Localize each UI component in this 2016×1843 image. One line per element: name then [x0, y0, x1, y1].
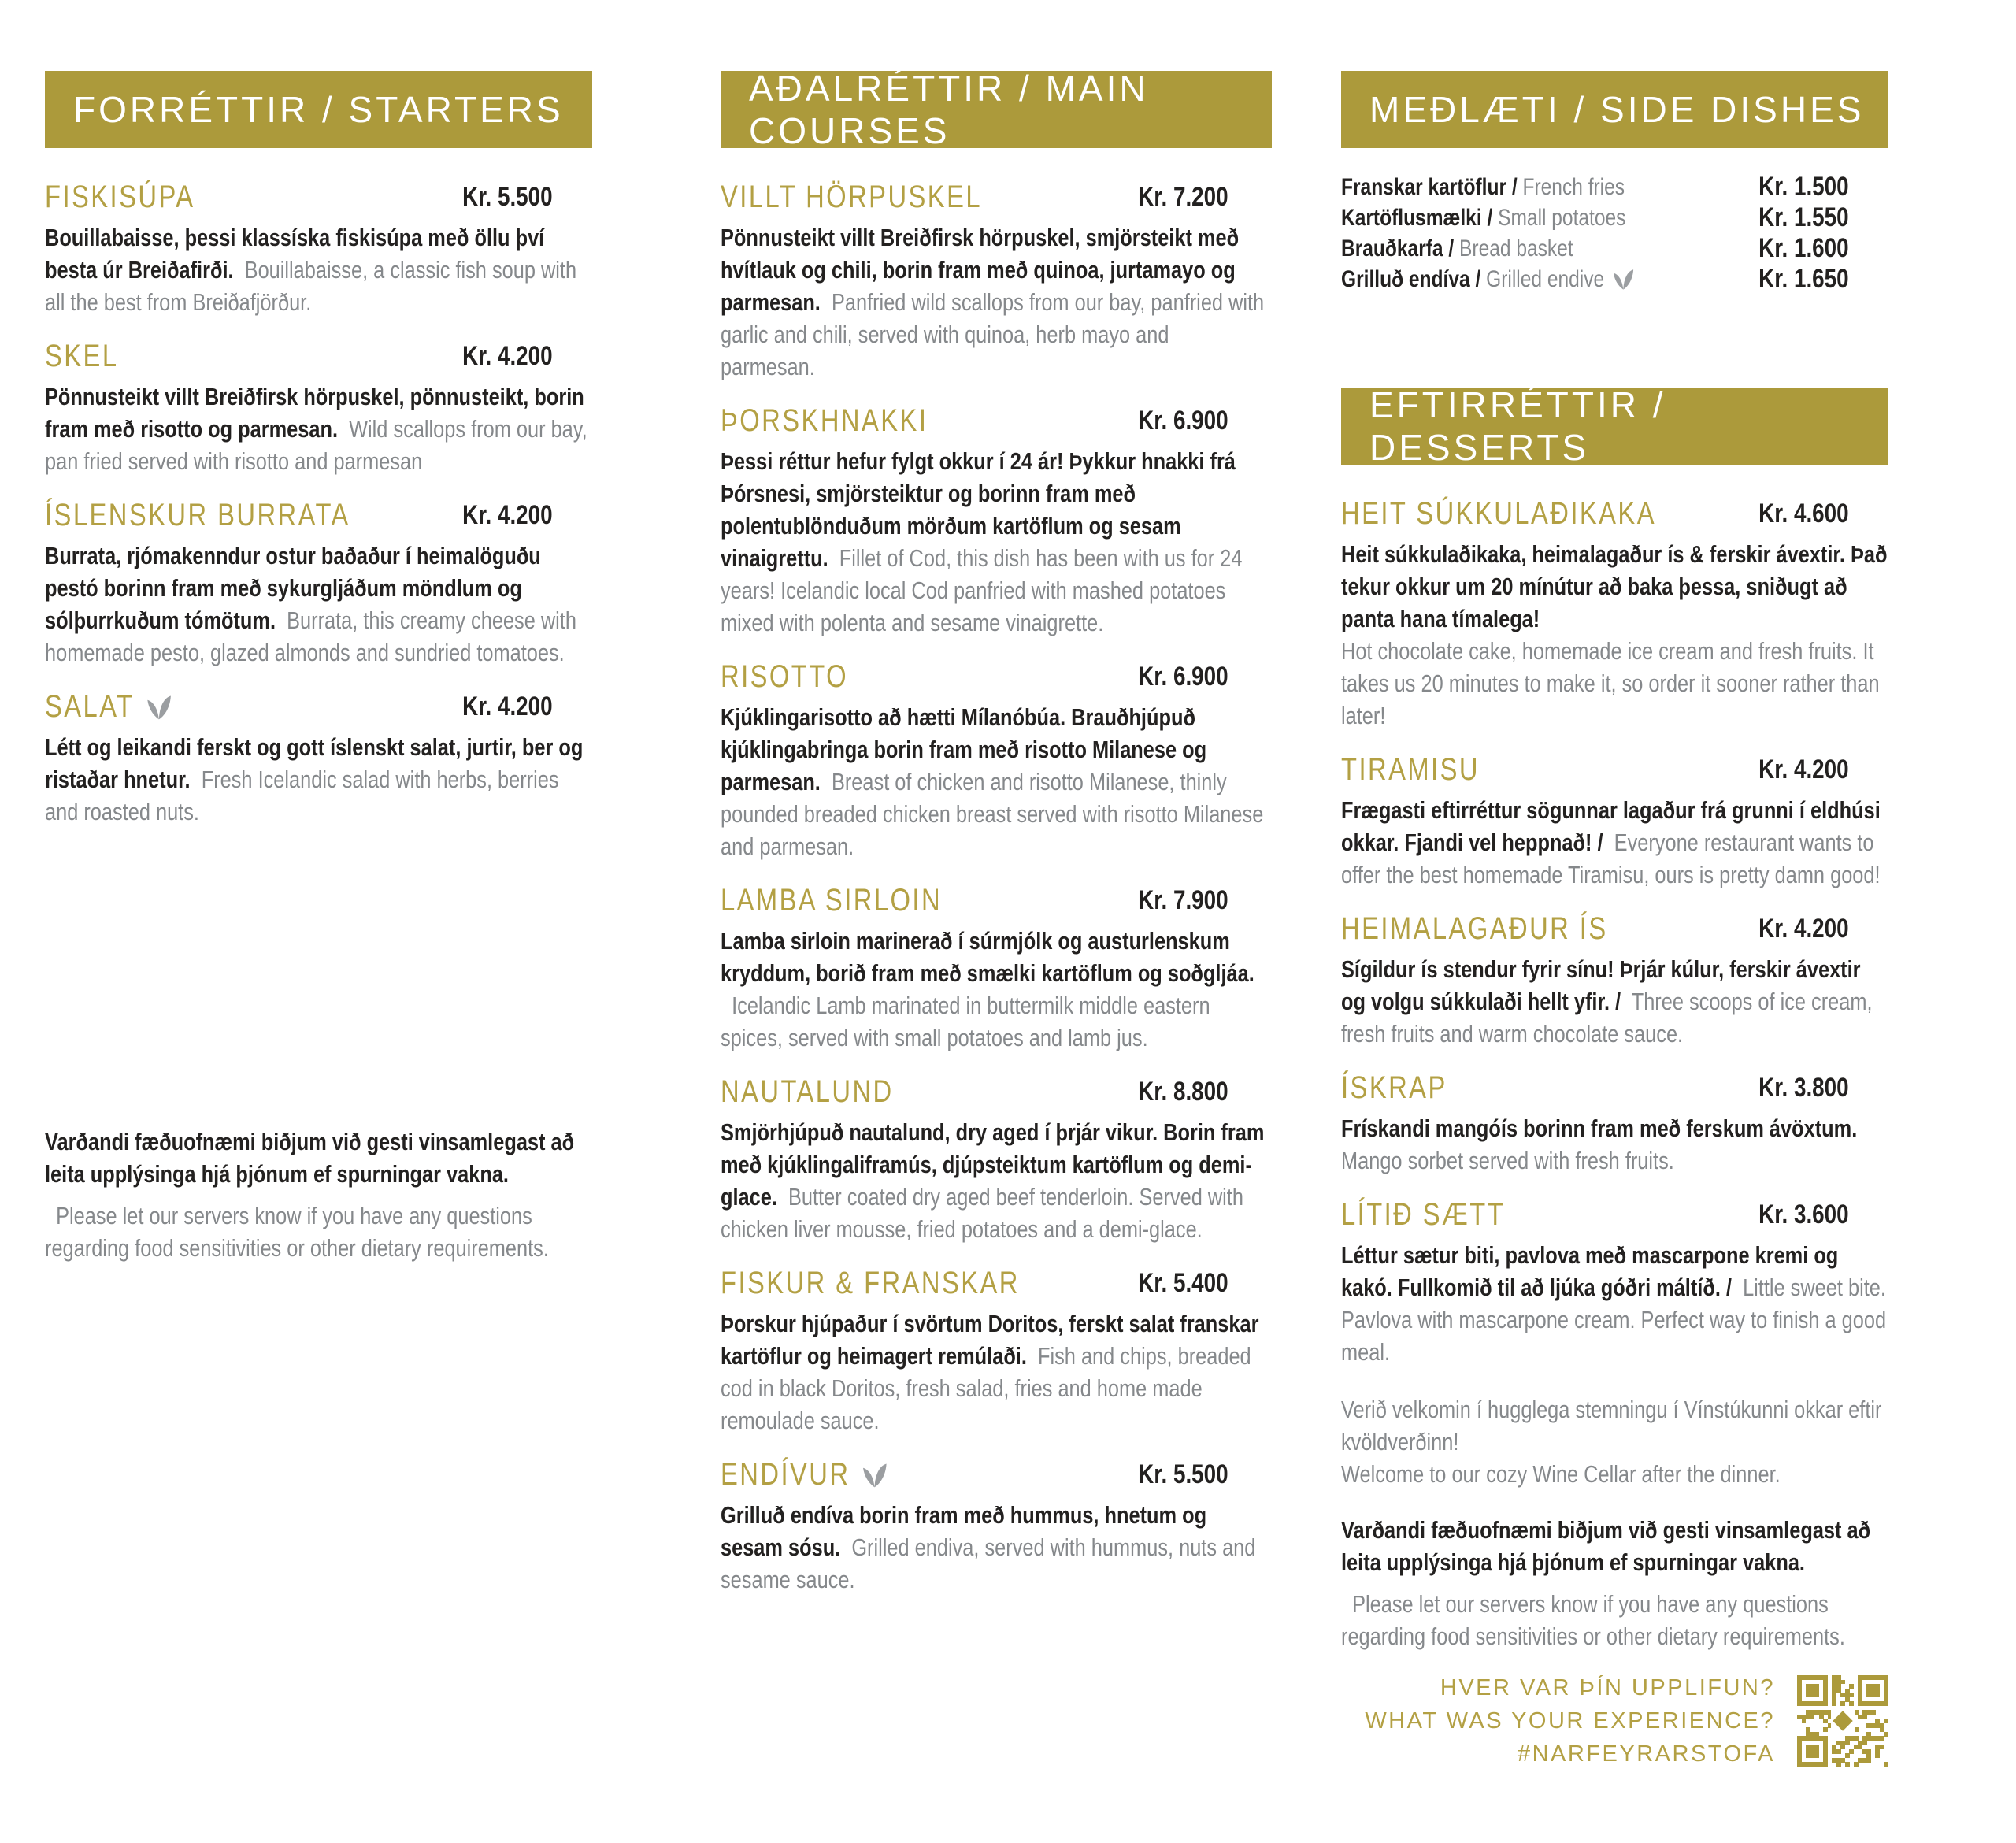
menu-item-header	[721, 1457, 1268, 1493]
description-icelandic: Þessi réttur hefur fylgt okkur í 24 ár! Þykkur hnakki frá Þórsnesi, smjörsteiktur og borinn fram með polentublönduðum mörðum kartöflum og sesam vinaigrettu.	[721, 447, 1236, 572]
allergy-notice	[1341, 1514, 1888, 1652]
description-icelandic: Burrata, rjómakenndur ostur baðaður í heimalöguðu pestó borinn fram með sykurgljáðum möndlum og sólþurrkuðum tómötum.	[45, 542, 541, 634]
description-icelandic: Smjörhjúpuð nautalund, dry aged í þrjár vikur. Borin fram með kjúklingaliframús, djúpsteiktum kartöflum og demi-glace.	[721, 1118, 1265, 1211]
menu-item	[45, 180, 592, 318]
dish-description	[1341, 538, 1888, 732]
side-price: Kr. 1.550	[1758, 202, 1849, 232]
menu-item-header	[721, 883, 1268, 918]
description-english: Little sweet bite. Pavlova with mascarpone cream. Perfect way to finish a good meal.	[1341, 1274, 1887, 1366]
menu-item-header	[1341, 911, 1888, 947]
allergy-notice-icelandic: Varðandi fæðuofnæmi biðjum við gesti vinsamlegast að leita upplýsinga hjá þjónum ef spurningar vakna.	[1341, 1516, 1871, 1576]
menu-item	[721, 1266, 1268, 1437]
sides-desserts-column	[1341, 0, 1888, 1771]
dish-name: SALAT	[45, 689, 135, 724]
allergy-notice-english: Please let our servers know if you have any questions regarding food sensitivities or other dietary requirements.	[45, 1202, 549, 1262]
description-english: Burrata, this creamy cheese with homemade pesto, glazed almonds and sundried tomatoes.	[45, 606, 576, 666]
allergy-notice-english: Please let our servers know if you have any questions regarding food sensitivities or other dietary requirements.	[1341, 1590, 1845, 1650]
side-dishes-list	[1341, 148, 1888, 295]
feedback-block	[1341, 1671, 1888, 1771]
qr-code	[1797, 1675, 1888, 1767]
dish-description	[1341, 1239, 1888, 1368]
dish-price: Kr. 6.900	[1138, 406, 1228, 436]
description-english: Fillet of Cod, this dish has been with us for 24 years! Icelandic local Cod panfried with mashed potatoes mixed with polenta and sesame vinaigrette.	[721, 544, 1243, 636]
dish-description	[45, 540, 592, 669]
feedback-hashtag: #NARFEYRARSTOFA	[1517, 1741, 1775, 1767]
description-icelandic: Frægasti eftirréttur sögunnar lagaður frá grunni í eldhúsi okkar. Fjandi vel heppnað! /	[1341, 796, 1881, 856]
dish-price: Kr. 4.200	[462, 341, 553, 371]
side-name-icelandic: Franskar kartöflur /	[1341, 174, 1518, 200]
menu-item	[1341, 911, 1888, 1050]
dish-name: VILLT HÖRPUSKEL	[721, 180, 983, 214]
dish-price: Kr. 7.200	[1138, 182, 1228, 212]
menu-item	[45, 689, 592, 828]
menu-item	[1341, 1070, 1888, 1177]
menu-item-header	[721, 180, 1268, 215]
description-english: Everyone restaurant wants to offer the best homemade Tiramisu, ours is pretty damn good!	[1341, 829, 1881, 888]
description-english: Breast of chicken and risotto Milanese, thinly pounded breaded chicken breast served with risotto Milanese and parmesan.	[721, 768, 1264, 860]
description-english: Panfried wild scallops from our bay, panfried with garlic and chili, served with quinoa, herb mayo and parmesan.	[721, 288, 1265, 380]
menu-item	[721, 1074, 1268, 1245]
menu-item	[721, 180, 1268, 383]
side-price: Kr. 1.500	[1758, 172, 1849, 202]
feedback-question-english: WHAT WAS YOUR EXPERIENCE?	[1365, 1708, 1775, 1734]
vegetarian-leaf-icon	[146, 694, 172, 721]
dish-description	[721, 1499, 1268, 1596]
dish-description	[45, 731, 592, 828]
dish-price: Kr. 4.200	[462, 692, 553, 721]
feedback-text	[1365, 1671, 1775, 1771]
main-courses-column	[721, 0, 1272, 1616]
description-english: Grilled endiva, served with hummus, nuts and sesame sauce.	[721, 1533, 1256, 1593]
description-icelandic: Pönnusteikt villt Breiðfirsk hörpuskel, pönnusteikt, borin fram með risotto og parmesan.	[45, 383, 584, 443]
starters-list	[45, 148, 592, 828]
dish-price: Kr. 4.200	[1758, 755, 1849, 784]
description-icelandic: Bouillabaisse, þessi klassíska fiskisúpa með öllu því besta úr Breiðafirði.	[45, 224, 545, 284]
menu-item-header	[1341, 1197, 1888, 1233]
description-icelandic: Létt og leikandi ferskt og gott íslenskt salat, jurtir, ber og ristaðar hnetur.	[45, 733, 584, 793]
description-english: Three scoops of ice cream, fresh fruits and warm chocolate sauce.	[1341, 988, 1873, 1048]
dish-name: FISKUR & FRANSKAR	[721, 1266, 1020, 1300]
menu-item-header	[45, 689, 592, 725]
dish-description	[721, 445, 1268, 639]
dish-description	[45, 380, 592, 477]
description-english: Hot chocolate cake, homemade ice cream and fresh fruits. It takes us 20 minutes to make it, so order it sooner rather than later!	[1341, 637, 1880, 729]
description-icelandic: Lamba sirloin marinerað í súrmjólk og austurlenskum kryddum, borið fram með smælki kartöflum og soðgljáa.	[721, 927, 1254, 987]
dish-name: LÍTIÐ SÆTT	[1341, 1197, 1506, 1232]
dish-name: FISKISÚPA	[45, 180, 195, 214]
side-name-english: Bread basket	[1459, 235, 1573, 261]
side-name-english: Grilled endive	[1486, 266, 1605, 292]
menu-item	[1341, 496, 1888, 732]
dish-price: Kr. 4.200	[462, 500, 553, 530]
dish-price: Kr. 4.200	[1758, 914, 1849, 944]
desserts-list	[1341, 465, 1888, 1368]
dish-description	[721, 221, 1268, 383]
menu-item-header	[1341, 496, 1888, 532]
description-icelandic: Pönnusteikt villt Breiðfirsk hörpuskel, smjörsteikt með hvítlauk og chili, borin fram með quinoa, jurtamayo og parmesan.	[721, 224, 1240, 316]
side-dishes-section-banner: MEÐLÆTI / SIDE DISHES	[1341, 71, 1888, 148]
menu-item	[1341, 1197, 1888, 1368]
starters-column	[45, 0, 592, 1264]
qr-center-logo	[1831, 1709, 1855, 1733]
side-dish-row	[1341, 172, 1888, 202]
dish-price: Kr. 5.500	[462, 182, 553, 212]
description-icelandic: Heit súkkulaðikaka, heimalagaður ís & ferskir ávextir. Það tekur okkur um 20 mínútur að baka þessa, sniðugt að panta hana tímalega!	[1341, 540, 1888, 632]
description-icelandic: Kjúklingarisotto að hætti Mílanóbúa. Brauðhjúpuð kjúklingabringa borin fram með risotto Milanese og parmesan.	[721, 703, 1207, 795]
side-price: Kr. 1.600	[1758, 233, 1849, 263]
side-dish-row	[1341, 233, 1888, 264]
side-name-icelandic: Brauðkarfa /	[1341, 235, 1455, 261]
dish-description	[721, 701, 1268, 862]
menu-item-header	[721, 1266, 1268, 1301]
dish-price: Kr. 5.500	[1138, 1459, 1228, 1489]
description-icelandic: Grilluð endíva borin fram með hummus, hnetum og sesam sósu.	[721, 1501, 1207, 1561]
dish-price: Kr. 6.900	[1138, 662, 1228, 692]
menu-item-header	[1341, 1070, 1888, 1106]
description-english: Icelandic Lamb marinated in buttermilk middle eastern spices, served with small potatoes and lamb jus.	[721, 992, 1210, 1051]
menu-item-header	[45, 498, 592, 533]
wine-cellar-note-icelandic: Verið velkomin í hugglega stemningu í Vínstúkunni okkar eftir kvöldverðinn!	[1341, 1396, 1882, 1455]
allergy-notice-icelandic: Varðandi fæðuofnæmi biðjum við gesti vinsamlegast að leita upplýsinga hjá þjónum ef spurningar vakna.	[45, 1128, 575, 1188]
vegetarian-leaf-icon	[1612, 268, 1634, 291]
dish-description	[1341, 1112, 1888, 1177]
dish-description	[45, 221, 592, 318]
dish-price: Kr. 3.600	[1758, 1200, 1849, 1229]
menu-item	[1341, 752, 1888, 891]
description-icelandic: Sígildur ís stendur fyrir sínu! Þrjár kúlur, ferskir ávextir og volgu súkkulaði hellt yfir. /	[1341, 955, 1861, 1015]
menu-item-header	[721, 1074, 1268, 1110]
description-icelandic: Frískandi mangóís borinn fram með ferskum ávöxtum.	[1341, 1114, 1858, 1142]
side-name-icelandic: Grilluð endíva /	[1341, 266, 1481, 292]
main-courses-list	[721, 148, 1268, 1596]
menu-item	[45, 498, 592, 669]
side-name-english: Small potatoes	[1498, 205, 1626, 231]
menu-item-header	[45, 180, 592, 215]
starters-section-banner: FORRÉTTIR / STARTERS	[45, 71, 592, 148]
dish-price: Kr. 4.600	[1758, 499, 1849, 528]
dish-description	[721, 925, 1268, 1054]
dish-description	[1341, 953, 1888, 1050]
side-dish-row	[1341, 264, 1888, 295]
desserts-section-banner: EFTIRRÉTTIR / DESSERTS	[1341, 388, 1888, 465]
menu-item-header	[45, 339, 592, 374]
dish-price: Kr. 7.900	[1138, 885, 1228, 915]
dish-description	[1341, 794, 1888, 891]
description-english: Mango sorbet served with fresh fruits.	[1341, 1147, 1674, 1174]
menu-item-header	[1341, 752, 1888, 788]
menu-item	[721, 403, 1268, 639]
side-price: Kr. 1.650	[1758, 264, 1849, 294]
dish-name: TIRAMISU	[1341, 752, 1480, 787]
main-courses-section-banner: AÐALRÉTTIR / MAIN COURSES	[721, 71, 1272, 148]
dish-name: SKEL	[45, 339, 119, 373]
wine-cellar-note-english: Welcome to our cozy Wine Cellar after the dinner.	[1341, 1460, 1781, 1488]
menu-item-header	[721, 659, 1268, 695]
dish-name: ÍSKRAP	[1341, 1070, 1447, 1105]
dish-name: ÞORSKHNAKKI	[721, 403, 928, 438]
menu-item	[721, 1457, 1268, 1596]
description-icelandic: Léttur sætur biti, pavlova með mascarpone kremi og kakó. Fullkomið til að ljúka góðri máltíð. /	[1341, 1241, 1839, 1301]
dish-description	[721, 1116, 1268, 1245]
menu-item-header	[721, 403, 1268, 439]
dish-name: HEIT SÚKKULAÐIKAKA	[1341, 496, 1656, 531]
dish-price: Kr. 8.800	[1138, 1077, 1228, 1107]
description-icelandic: Þorskur hjúpaður í svörtum Doritos, ferskt salat franskar kartöflur og heimagert remúlaði.	[721, 1310, 1259, 1370]
description-english: Butter coated dry aged beef tenderloin. Served with chicken liver mousse, fried potatoes and a demi-glace.	[721, 1183, 1243, 1243]
menu-item	[721, 883, 1268, 1054]
description-english: Fish and chips, breaded cod in black Doritos, fresh salad, fries and home made remoulade sauce.	[721, 1342, 1251, 1434]
vegetarian-leaf-icon	[862, 1462, 888, 1489]
dish-description	[721, 1307, 1268, 1437]
description-english: Wild scallops from our bay, pan fried served with risotto and parmesan	[45, 415, 587, 475]
dish-name: ENDÍVUR	[721, 1457, 850, 1492]
wine-cellar-note	[1341, 1393, 1888, 1490]
dish-name: HEIMALAGAÐUR ÍS	[1341, 911, 1608, 946]
dish-name: RISOTTO	[721, 659, 849, 694]
dish-price: Kr. 3.800	[1758, 1073, 1849, 1103]
dish-price: Kr. 5.400	[1138, 1268, 1228, 1298]
feedback-question-icelandic: HVER VAR ÞÍN UPPLIFUN?	[1440, 1675, 1775, 1700]
description-english: Fresh Icelandic salad with herbs, berries and roasted nuts.	[45, 766, 559, 825]
dish-name: NAUTALUND	[721, 1074, 894, 1109]
menu-item	[45, 339, 592, 477]
dish-name: LAMBA SIRLOIN	[721, 883, 943, 918]
menu-item	[721, 659, 1268, 862]
dish-name: ÍSLENSKUR BURRATA	[45, 498, 350, 532]
description-english: Bouillabaisse, a classic fish soup with all the best from Breiðafjörður.	[45, 256, 577, 316]
allergy-notice	[45, 1125, 592, 1264]
side-name-icelandic: Kartöflusmælki /	[1341, 205, 1493, 231]
side-dish-row	[1341, 202, 1888, 233]
side-name-english: French fries	[1522, 174, 1625, 200]
